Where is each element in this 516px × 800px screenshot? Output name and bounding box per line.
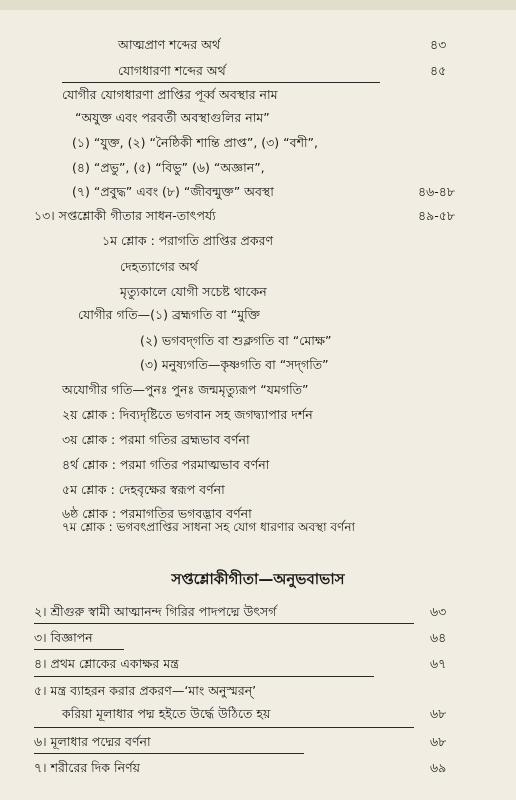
toc-entry-text: (৭) “প্রবুদ্ধ” এবং (৮) “জীবন্মুক্ত” অবস্থা [72, 184, 274, 199]
toc-entry-text: ২য় শ্লোক : দিব্যদৃষ্টিতে ভগবান সহ জগদ্ব্যাপার দর্শন [62, 407, 313, 422]
toc-entry-text: ৫ম শ্লোক : দেহবৃক্ষের স্বরূপ বর্ণনা [62, 482, 225, 497]
underline [34, 623, 414, 624]
toc-entry-page: ৬৪ [430, 630, 447, 645]
toc-entry-page: ৬৩ [430, 604, 447, 619]
toc-entry-text: ১ম শ্লোক : পরাগতি প্রাপ্তির প্রকরণ [102, 233, 274, 248]
toc-entry-text: (২) ভগবদ্‌গতি বা শুক্লগতি বা “মোক্ষ” [140, 333, 332, 348]
toc-entry-text: ৪। প্রথম শ্লোকের একাক্ষর মন্ত্র [34, 656, 179, 671]
toc-entry-text: ৩। বিজ্ঞাপন [34, 630, 93, 645]
toc-entry-text: ৫। মন্ত্র ব্যাহরন করার প্রকরণ—‘মাং অনুস্মরন্’ [34, 683, 257, 698]
toc-entry-text: (১) “যুক্ত, (২) “নৈষ্ঠিকী শান্তি প্রাপ্ত”, (৩) “বশী”, [72, 135, 319, 150]
underline [62, 82, 380, 83]
toc-entry-page: ৪৩ [430, 37, 447, 52]
toc-entry-page: ৪৫ [430, 63, 447, 78]
toc-entry-text: ৩য় শ্লোক : পরমা গতির ব্রহ্মভাব বর্ণনা [62, 432, 250, 447]
toc-entry-page: ৬৮ [430, 734, 447, 749]
underline [34, 649, 124, 650]
toc-entry-text: ৪র্থ শ্লোক : পরমা গতির পরমাত্মভাব বর্ণনা [62, 457, 270, 472]
underline [34, 753, 304, 754]
toc-entry-text: (৪) “প্রভু”, (৫) “বিভু” (৬) “অজ্ঞান”, [72, 160, 265, 175]
toc-entry-page: ৬৮ [430, 706, 447, 721]
toc-entry-page: ৪৬-৪৮ [418, 184, 455, 199]
toc-entry-text: (৩) মনুষ্যগতি—কৃষ্ণগতি বা “সদ্‌গতি” [140, 357, 329, 372]
toc-entry-text: ২। শ্রীগুরু স্বামী আত্মানন্দ গিরির পাদপদ্মে উৎসর্গ [34, 604, 277, 619]
underline [34, 676, 374, 677]
toc-entry-text: ১৩। সপ্তশ্লোকী গীতার সাধন-তাৎপর্য্য [34, 208, 216, 223]
section-heading: সপ্তশ্লোকীগীতা—অনুভবাভাস [171, 570, 345, 588]
toc-entry-page: ৪৯-৫৮ [418, 208, 455, 223]
toc-entry-text: যোগধারণা শব্দের অর্থ [118, 63, 226, 78]
page-top-edge [0, 0, 516, 10]
underline [34, 727, 414, 728]
toc-entry-page: ৬৭ [430, 656, 447, 671]
toc-entry-text: যোগীর গতি—(১) ব্রহ্মগতি বা “মুক্তি [78, 307, 260, 322]
toc-entry-text: মৃত্যুকালে যোগী সচেষ্ট থাকেন [120, 284, 267, 299]
toc-entry-text: দেহত্যাগের অর্থ [120, 259, 198, 274]
toc-entry-text: ৬ষ্ঠ শ্লোক : পরমাগতির ভগবদ্ভাব বর্ণনা [62, 506, 252, 521]
toc-entry-text: অযোগীর গতি—পুনঃ পুনঃ জন্মমৃত্যুরূপ “যমগতি” [62, 382, 309, 397]
toc-entry-text: ৭ম শ্লোক : ভগবৎপ্রাপ্তির সাধনা সহ যোগ ধারণার অবস্থা বর্ণনা [62, 520, 355, 534]
toc-entry-text: করিয়া মূলাধার পদ্ম হইতে উর্দ্ধে উঠিতে হয় [62, 706, 271, 721]
toc-entry-text: “অযুক্ত এবং পরবর্তী অবস্থাগুলির নাম” [75, 110, 270, 125]
toc-entry-page: ৬৯ [430, 760, 447, 775]
toc-entry-text: আত্মপ্রাণ শব্দের অর্থ [118, 37, 221, 52]
toc-entry-text: যোগীর যোগধারণা প্রাপ্তির পূর্ব্ব অবস্থার নাম [62, 87, 278, 102]
toc-entry-text: ৬। মূলাধার পদ্মের বর্ণনা [34, 734, 151, 749]
toc-entry-text: ৭। শরীরের দিক নির্ণয় [34, 760, 140, 775]
